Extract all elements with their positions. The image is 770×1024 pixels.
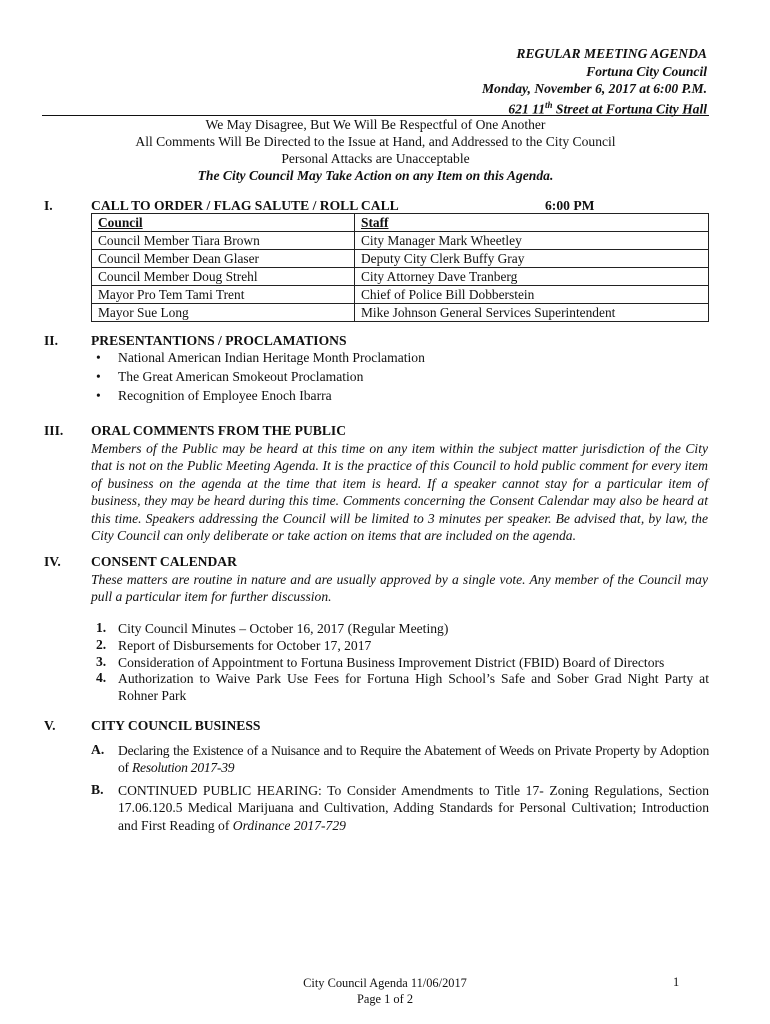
section-2-title: PRESENTANTIONS / PROCLAMATIONS [91,333,347,348]
item-number: 2. [96,637,107,652]
council-name: Fortuna City Council [586,64,707,79]
section-3-number: III. [44,423,64,438]
item-letter: B. [91,782,104,797]
section-3-title: ORAL COMMENTS FROM THE PUBLIC [91,423,347,438]
staff-member: Deputy City Clerk Buffy Gray [355,250,709,268]
item-number: 1. [96,620,107,635]
item-letter: A. [91,742,105,757]
section-4-number: IV. [44,554,61,569]
page-number: 1 [673,975,680,989]
meeting-date: Monday, November 6, 2017 at 6:00 P.M. [481,81,707,96]
staff-member: City Manager Mark Wheetley [355,232,709,250]
council-member: Mayor Sue Long [92,304,355,322]
consent-item: Authorization to Waive Park Use Fees for Fortuna High School’s Safe and Sober Grad Night Party at Rohner Park [118,671,709,704]
preamble-line-1: We May Disagree, But We Will Be Respectful of One Another [205,117,546,132]
footer-page-label: Page 1 of 2 [356,992,414,1006]
consent-calendar-text: These matters are routine in nature and are usually approved by a single vote. Any member of the Council may pull a particular item for further discussion. [91,572,708,605]
staff-column-header: Staff [355,214,709,232]
section-2-number: II. [44,333,58,348]
list-item: National American Indian Heritage Month Proclamation [118,350,425,365]
staff-member: Mike Johnson General Services Superintendent [355,304,709,322]
section-1-title: CALL TO ORDER / FLAG SALUTE / ROLL CALL [91,198,399,213]
bullet-icon: • [96,350,101,365]
preamble-line-2: All Comments Will Be Directed to the Issue at Hand, and Addressed to the City Council [135,134,616,149]
table-row [92,286,709,304]
list-item: Recognition of Employee Enoch Ibarra [118,388,332,403]
staff-member: City Attorney Dave Tranberg [355,268,709,286]
table-header-row [92,214,709,232]
table-row [92,232,709,250]
section-1-number: I. [44,198,53,213]
consent-item: City Council Minutes – October 16, 2017 (Regular Meeting) [118,621,449,636]
staff-member: Chief of Police Bill Dobberstein [355,286,709,304]
resolution-reference: Resolution 2017-39 [131,760,235,776]
item-number: 4. [96,670,107,685]
business-item-a: Declaring the Existence of a Nuisance and to Require the Abatement of Weeds on Private Property by Adoption of Resolution 2017-39 [118,743,709,776]
table-row [92,304,709,322]
council-member: Council Member Dean Glaser [92,250,355,268]
section-1-time: 6:00 PM [545,198,595,213]
list-item: The Great American Smokeout Proclamation [118,369,364,384]
bullet-icon: • [96,369,101,384]
meeting-location: 621 11th Street at Fortuna City Hall [508,100,707,117]
council-column-header: Council [92,214,355,232]
consent-item: Report of Disbursements for October 17, 2017 [118,638,372,653]
consent-item: Consideration of Appointment to Fortuna Business Improvement District (FBID) Board of Directors [118,655,665,670]
footer-agenda-label: City Council Agenda 11/06/2017 [303,976,467,990]
section-5-number: V. [44,718,56,733]
public-comments-text: Members of the Public may be heard at this time on any item within the subject matter jurisdiction of the City that is not on the Public Meeting Agenda. It is the practice of this Council to hold public comment for every item of business on the agenda at the time that item is heard. If a speaker cannot stay for a particular item of business, they may be heard during this time. Comments concerning the Consent Calendar may also be heard at this time. Speakers addressing the Council will be limited to 3 minutes per speaker. Be advised that, by law, the City Council can only deliberate or take action on items that are included on the agenda. [91,441,708,544]
roll-call-table [91,213,709,322]
preamble-line-4: The City Council May Take Action on any Item on this Agenda. [197,168,554,183]
council-member: Mayor Pro Tem Tami Trent [92,286,355,304]
business-item-b: CONTINUED PUBLIC HEARING: To Consider Amendments to Title 17- Zoning Regulations, Section 17.06.120.5 Medical Marijuana and Cultivation, Adding Standards for Personal Cultivation; Introduction and First Reading of Ordinance 2017-729 [118,783,709,833]
council-member: Council Member Tiara Brown [92,232,355,250]
bullet-icon: • [96,388,101,403]
section-4-title: CONSENT CALENDAR [91,554,237,569]
table-row [92,268,709,286]
section-5-title: CITY COUNCIL BUSINESS [91,718,261,733]
council-member: Council Member Doug Strehl [92,268,355,286]
ordinance-reference: Ordinance 2017-729 [232,817,346,833]
agenda-title: REGULAR MEETING AGENDA [516,46,707,61]
preamble-line-3: Personal Attacks are Unacceptable [281,151,470,166]
item-number: 3. [96,654,107,669]
table-row [92,250,709,268]
